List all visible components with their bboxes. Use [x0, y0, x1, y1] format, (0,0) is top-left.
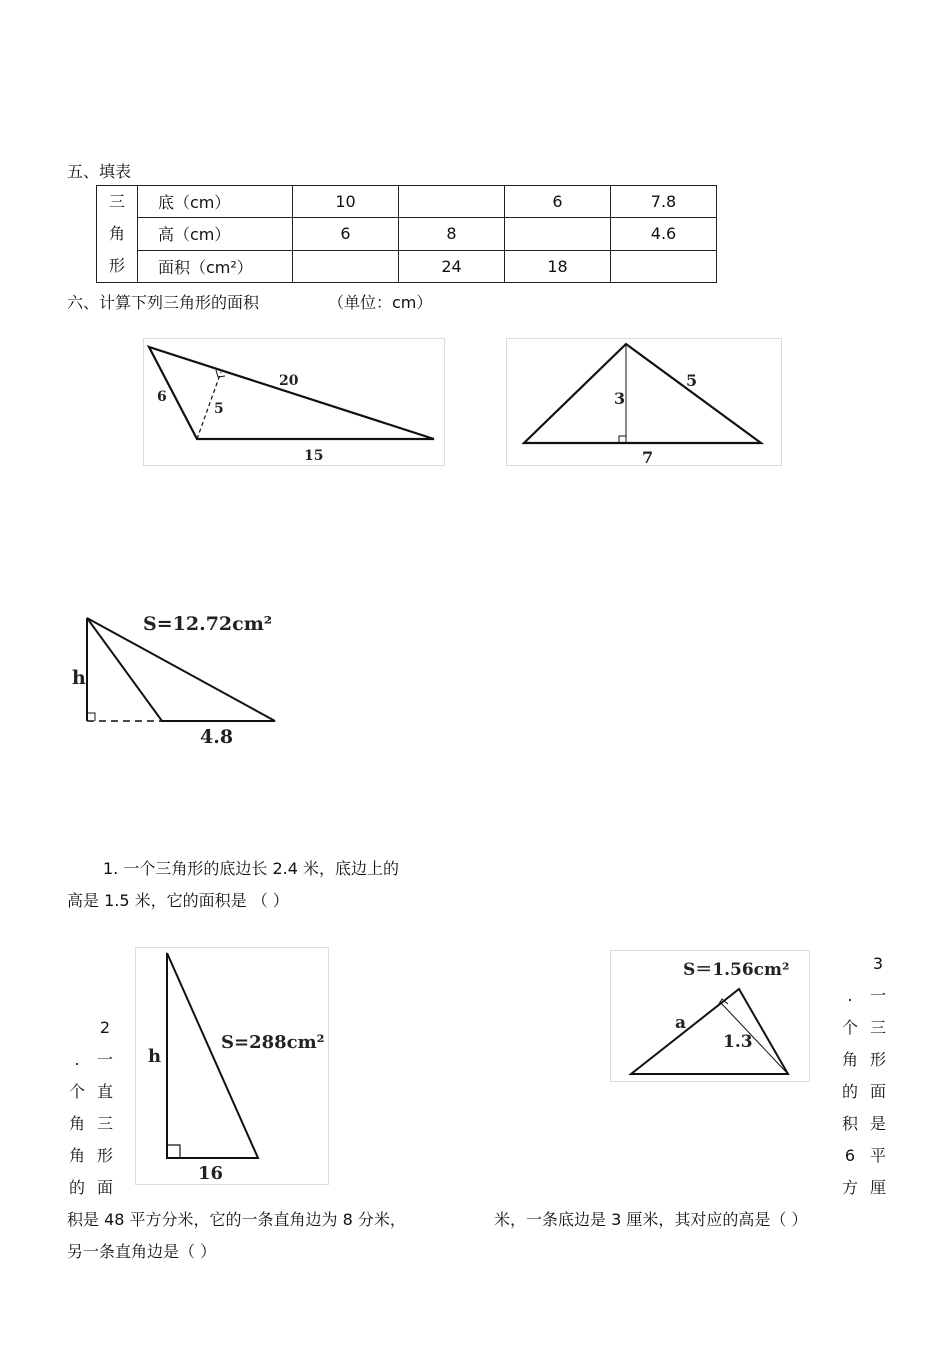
q3-char: 厘 [869, 1178, 886, 1197]
fig4-area: S=288cm² [221, 1032, 325, 1053]
triangle-figure-4 [135, 947, 329, 1185]
fig1-height: 5 [214, 401, 224, 417]
q2-char: 形 [96, 1146, 113, 1165]
q2-line-a: 积是 48 平方分米，它的一条直角边为 8 分米， [67, 1210, 406, 1229]
table-cell[interactable]: 6 [293, 218, 399, 250]
q3-char: 是 [869, 1114, 886, 1133]
q3-line-a: 米，一条底边是 3 厘米，其对应的高是（ ） [494, 1210, 808, 1229]
q3-char: 积 [841, 1114, 858, 1133]
table-cell[interactable] [399, 186, 505, 218]
row-group-char: 角 [108, 224, 125, 243]
table-cell[interactable] [293, 250, 399, 282]
table-cell[interactable] [505, 218, 611, 250]
fig1-side-long: 20 [279, 373, 299, 389]
q1-line1: 1. 一个三角形的底边长 2.4 米，底边上的 [103, 859, 399, 878]
table-cell[interactable]: 6 [505, 186, 611, 218]
row-group-char: 形 [108, 256, 125, 275]
table-row [97, 186, 717, 218]
fig3-base: 4.8 [200, 726, 234, 748]
fig3-area: S=12.72cm² [143, 613, 273, 635]
fig4-base: 16 [198, 1163, 224, 1184]
table-cell[interactable]: 24 [399, 250, 505, 282]
q3-char: 6 [844, 1146, 856, 1165]
row-label: 底（cm） [138, 186, 293, 218]
table-cell[interactable] [611, 250, 717, 282]
q2-char: 2 [99, 1018, 111, 1037]
section6-title: 六、计算下列三角形的面积 [67, 293, 260, 312]
row-group-char: 三 [108, 192, 125, 211]
section6-unit: （单位：cm） [328, 293, 433, 312]
table-cell[interactable]: 4.6 [611, 218, 717, 250]
q3-char: 三 [869, 1018, 886, 1037]
fig4-height: h [148, 1046, 162, 1067]
q2-char: 角 [68, 1146, 85, 1165]
fig5-area: S＝1.56cm² [683, 960, 790, 980]
triangle-figure-3 [65, 600, 280, 750]
fig2-side: 5 [686, 371, 698, 390]
fig1-base: 15 [304, 448, 324, 464]
q3-char: 角 [841, 1050, 858, 1069]
q2-char: 面 [96, 1178, 113, 1197]
q2-char: 直 [96, 1082, 113, 1101]
q2-char: 三 [96, 1114, 113, 1133]
table-cell[interactable]: 8 [399, 218, 505, 250]
fig2-height: 3 [614, 389, 626, 408]
q2-char: 的 [68, 1178, 85, 1197]
q3-char: 一 [869, 986, 886, 1005]
q3-char: 的 [841, 1082, 858, 1101]
row-group-cell [97, 186, 138, 283]
q3-char: 面 [869, 1082, 886, 1101]
q3-char: 方 [841, 1178, 858, 1197]
fig5-side: a [675, 1013, 687, 1033]
table-row [97, 250, 717, 282]
q2-char: 一 [96, 1050, 113, 1069]
table-cell[interactable]: 18 [505, 250, 611, 282]
fig2-base: 7 [642, 448, 654, 465]
row-label: 高（cm） [138, 218, 293, 250]
table-cell[interactable]: 7.8 [611, 186, 717, 218]
fill-table [96, 185, 717, 283]
fig5-height: 1.3 [723, 1032, 753, 1052]
q2-line-b: 另一条直角边是（ ） [67, 1242, 217, 1261]
triangle-figure-2 [506, 338, 782, 466]
section5-title: 五、填表 [67, 162, 132, 181]
q2-char: 角 [68, 1114, 85, 1133]
table-cell[interactable]: 10 [293, 186, 399, 218]
fig1-side-left: 6 [157, 389, 167, 405]
q1-line2: 高是 1.5 米，它的面积是 （ ） [67, 891, 289, 910]
row-label: 面积（cm²） [138, 250, 293, 282]
fig3-height: h [72, 667, 86, 689]
q2-char: . [74, 1050, 80, 1069]
triangle-figure-1 [143, 338, 445, 466]
triangle-figure-5 [610, 950, 810, 1082]
q2-char: 个 [68, 1082, 85, 1101]
q3-char: 个 [841, 1018, 858, 1037]
q3-char: 平 [869, 1146, 886, 1165]
q3-char: 形 [869, 1050, 886, 1069]
q3-char: . [847, 986, 853, 1005]
table-row [97, 218, 717, 250]
q3-char: 3 [872, 954, 884, 973]
